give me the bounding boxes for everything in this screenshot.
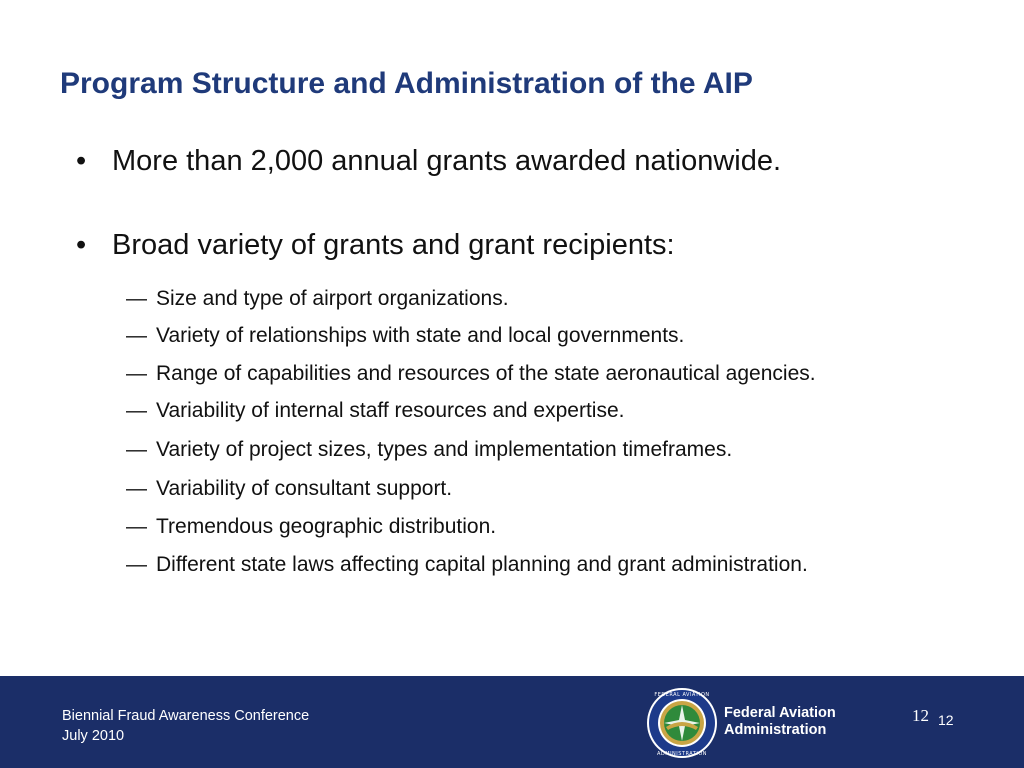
- dash-marker: —: [126, 515, 147, 538]
- agency-name-line-1: Federal Aviation: [724, 705, 836, 721]
- sub-bullet-text: Tremendous geographic distribution.: [156, 515, 497, 538]
- bullet-marker: •: [76, 229, 87, 261]
- agency-name-line-2: Administration: [724, 722, 827, 738]
- dash-marker: —: [126, 438, 147, 461]
- sub-bullet-text: Variety of project sizes, types and implementation timeframes.: [156, 438, 733, 461]
- slide-title: Program Structure and Administration of the AIP: [60, 67, 753, 100]
- bullet-item: [76, 227, 675, 263]
- dash-marker: —: [126, 362, 147, 385]
- sub-bullet-item: [126, 437, 732, 463]
- sub-bullet-item: [126, 286, 509, 312]
- dash-marker: —: [126, 287, 147, 310]
- bullet-text: Broad variety of grants and grant recipients:: [112, 229, 675, 261]
- sub-bullet-item: [126, 552, 808, 578]
- footer-bar: [0, 676, 1024, 768]
- sub-bullet-text: Variability of consultant support.: [156, 477, 453, 500]
- sub-bullet-text: Different state laws affecting capital planning and grant administration.: [156, 553, 808, 576]
- footer-info: [62, 706, 309, 746]
- dash-marker: —: [126, 324, 147, 347]
- faa-seal-icon: [646, 687, 718, 759]
- svg-text:FEDERAL AVIATION: FEDERAL AVIATION: [654, 692, 710, 698]
- sub-bullet-item: [126, 323, 684, 349]
- conference-date: July 2010: [62, 728, 125, 744]
- bullet-marker: •: [76, 145, 87, 177]
- conference-name: Biennial Fraud Awareness Conference: [62, 708, 310, 724]
- dash-marker: —: [126, 553, 147, 576]
- bullet-item: [76, 143, 781, 179]
- slide-number: 12: [912, 706, 929, 725]
- sub-bullet-item: [126, 398, 624, 424]
- dash-marker: —: [126, 477, 147, 500]
- sub-bullet-text: Size and type of airport organizations.: [156, 287, 509, 310]
- sub-bullet-item: [126, 361, 816, 387]
- slide-number-field: 12: [938, 712, 954, 728]
- dash-marker: —: [126, 399, 147, 422]
- sub-bullet-item: [126, 514, 496, 540]
- sub-bullet-text: Variability of internal staff resources and expertise.: [156, 399, 625, 422]
- sub-bullet-text: Variety of relationships with state and local governments.: [156, 324, 685, 347]
- agency-name: [724, 705, 836, 739]
- sub-bullet-item: [126, 476, 452, 502]
- svg-text:ADMINISTRATION: ADMINISTRATION: [656, 751, 708, 757]
- sub-bullet-text: Range of capabilities and resources of the state aeronautical agencies.: [156, 362, 816, 385]
- bullet-text: More than 2,000 annual grants awarded nationwide.: [112, 145, 782, 177]
